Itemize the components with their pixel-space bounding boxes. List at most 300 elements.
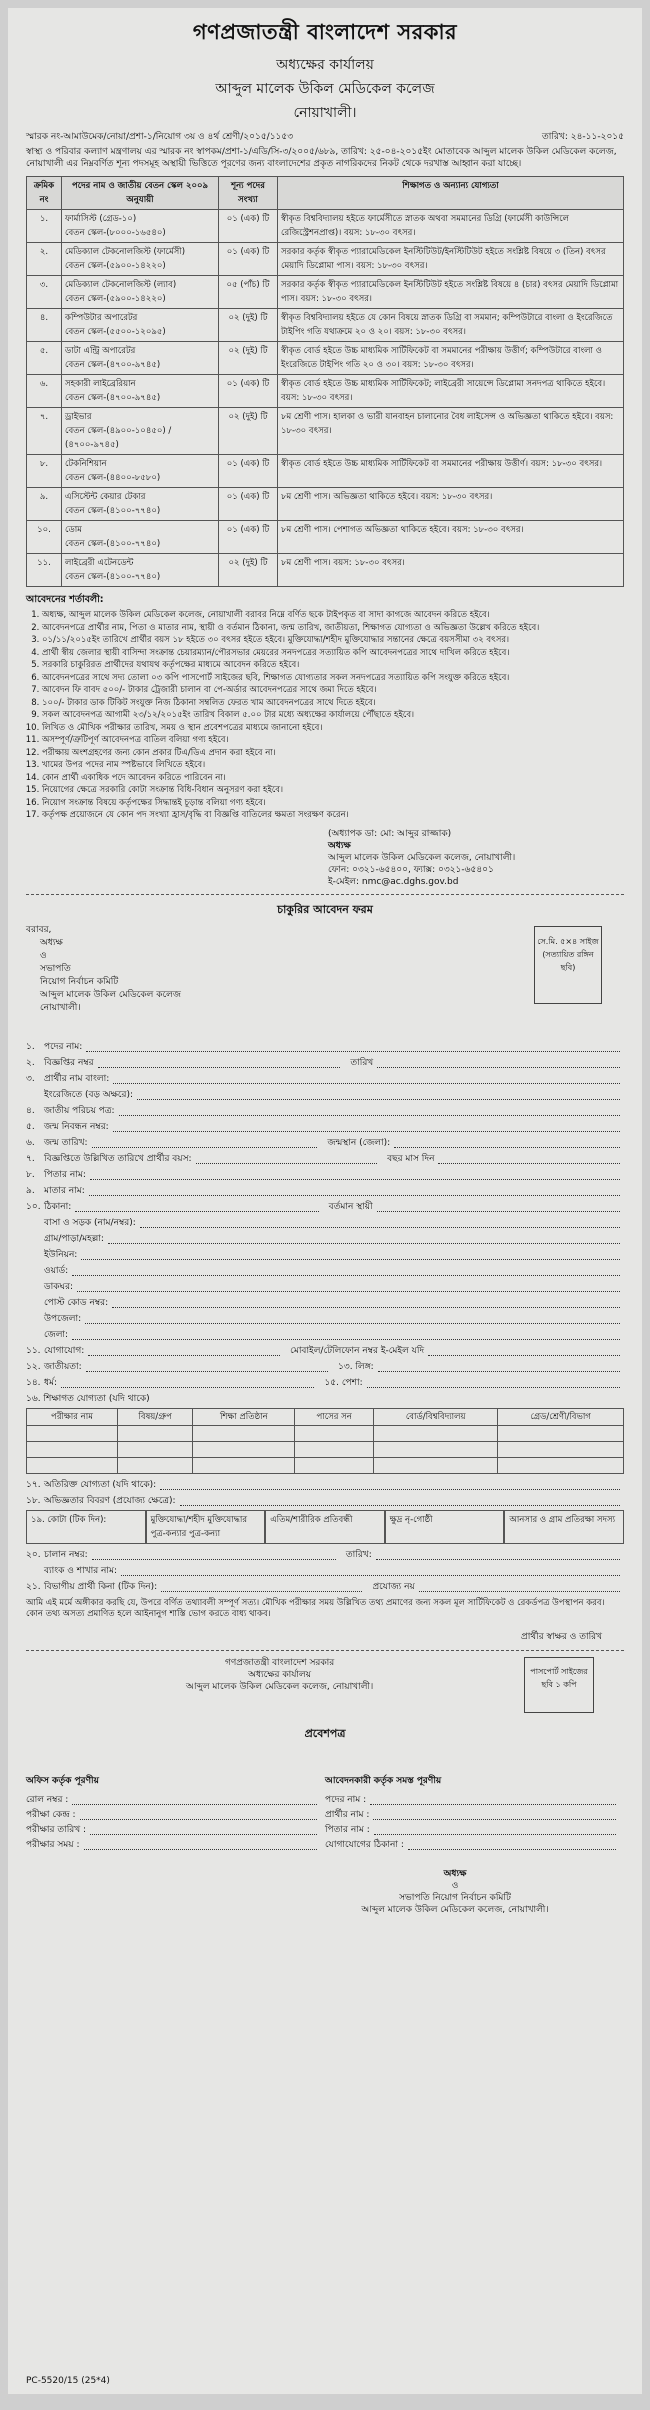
field-side-label: তারিখ:	[345, 1549, 372, 1560]
post-cell	[62, 521, 219, 554]
signature-phone: ফোন: ০৩২১-৬৫৪০০, ফ্যাক্স: ০৩২১-৬৫৪০১	[328, 864, 494, 875]
field-blank-line	[377, 1210, 620, 1212]
count-cell: ০২ (দুই) টি	[219, 554, 278, 587]
field-blank-line	[438, 1162, 620, 1164]
field-label: চালান নম্বর:	[44, 1549, 88, 1560]
admit-field-row	[325, 1837, 624, 1852]
admit-card-fields	[26, 1773, 624, 1852]
edu-cell	[295, 1425, 374, 1441]
table-row	[27, 210, 624, 243]
form-field-row	[26, 1086, 624, 1102]
edu-cell	[117, 1425, 192, 1441]
post-cell	[62, 488, 219, 521]
admit-field-row	[26, 1837, 325, 1852]
field-label: উপজেলা:	[44, 1313, 82, 1324]
admit-field-row	[26, 1807, 325, 1822]
post-cell	[62, 375, 219, 408]
field-label: পোস্ট কোড নম্বর:	[44, 1297, 109, 1308]
quota-option: এতিম/শারীরিক প্রতিবন্ধী	[265, 1510, 385, 1544]
location-title: নোয়াখালী।	[293, 105, 357, 121]
quota-option: ক্ষুদ্র নৃ-গোষ্ঠী	[385, 1510, 505, 1544]
field-side-label: বছর মাস দিন	[387, 1153, 435, 1164]
serial-cell: ১১.	[27, 554, 62, 587]
form-field-row	[26, 1262, 624, 1278]
form-field-row	[26, 1492, 624, 1508]
form-addressee	[8, 920, 642, 1038]
field-number: ৭.	[26, 1153, 35, 1164]
rule-item: 3. ০১/১১/২০১৫ইং তারিখে প্রার্থীর বয়স ১৮ হইতে ৩০ বৎসর হইতে হইবে। মুক্তিযোদ্ধা/শহীদ মুক্তিযোদ্ধার সন্তানের ক্ষেত্রে বয়সসীমা ৩২ বৎসর।	[42, 635, 624, 647]
form-field-row	[26, 1294, 624, 1310]
field-blank-line	[85, 1322, 620, 1324]
field-blank-line	[196, 1162, 378, 1164]
advertisement-page	[8, 8, 642, 2394]
field-blank-line	[108, 1242, 620, 1244]
posts-table-body	[27, 210, 624, 587]
rule-item: 8. ১০০/- টাকার ডাক টিকিট সংযুক্ত নিজ ঠিকানা সম্বলিত ফেরত খাম আবেদনপত্রের সাথে দিতে হইবে।	[42, 698, 624, 710]
edu-cell	[27, 1457, 118, 1473]
admit-field-line	[370, 1804, 616, 1805]
office-fill-heading: অফিস কর্তৃক পূরণীয়	[26, 1775, 99, 1786]
serial-cell: ৫.	[27, 342, 62, 375]
field-blank-line	[377, 1066, 620, 1068]
form-field-row	[26, 1546, 624, 1562]
edu-cell	[27, 1425, 118, 1441]
field-blank-line	[92, 1146, 318, 1148]
field-label: ইউনিয়ন:	[44, 1249, 78, 1260]
addressee-line: বরাবর,	[26, 924, 52, 935]
count-cell: ০৫ (পাঁচ) টি	[219, 276, 278, 309]
rule-item: 15. নিয়োগের ক্ষেত্রে সরকারি কোটা সংক্রান্ত বিধি-বিধান অনুসরণ করা হইবে।	[42, 785, 624, 797]
field-side-label: মোবাইল/টেলিফোন নম্বর ই-মেইল যদি	[290, 1345, 425, 1356]
form-field-row	[26, 1578, 624, 1594]
field-blank-line	[180, 1504, 620, 1506]
edu-header-cell: পাসের সন	[295, 1408, 374, 1425]
form-field-row	[26, 1198, 624, 1214]
admit-field-line	[90, 1834, 317, 1835]
admit-field-row	[325, 1822, 624, 1837]
form-field-row	[26, 1134, 624, 1150]
admit-field-row	[325, 1792, 624, 1807]
addressee-line: নিয়োগ নির্বাচন কমিটি	[40, 976, 119, 987]
quota-option: ১৯. কোটা (টিক দিন):	[26, 1510, 146, 1544]
edu-cell	[498, 1425, 624, 1441]
edu-cell	[498, 1457, 624, 1473]
addressee-line: আব্দুল মালেক উকিল মেডিকেল কলেজ	[40, 989, 181, 1000]
post-scale: বেতন স্কেল-(৫৯০০-১৪২২০)	[65, 261, 166, 271]
post-cell	[62, 554, 219, 587]
field-label: মাতার নাম:	[44, 1185, 85, 1196]
signature-title: অধ্যক্ষ	[328, 840, 351, 851]
post-scale: বেতন স্কেল-(৫৫০০-১২০৯৫)	[65, 327, 166, 337]
committee-sign-line: সভাপতি নিয়োগ নির্বাচন কমিটি	[399, 1892, 511, 1903]
education-table	[26, 1408, 624, 1474]
admit-field-line	[374, 1834, 616, 1835]
field-blank-line	[86, 1050, 620, 1052]
form-field-row	[26, 1102, 624, 1118]
rule-item: 11. অসম্পূর্ণ/ত্রুটিপূর্ণ আবেদনপত্র বাতিল বলিয়া গণ্য হইবে।	[42, 735, 624, 747]
table-row	[27, 554, 624, 587]
edu-cell	[193, 1457, 295, 1473]
rule-item: 5. সরকারি চাকুরিরত প্রার্থীদের যথাযথ কর্তৃপক্ষের মাধ্যমে আবেদন করিতে হইবে।	[42, 660, 624, 672]
post-name: ডাটা এন্ট্রি অপারেটর	[65, 346, 136, 356]
edu-cell	[117, 1441, 192, 1457]
field-blank-line	[86, 1370, 328, 1372]
form-field-row	[26, 1118, 624, 1134]
admit-field-row	[26, 1792, 325, 1807]
col-serial: ক্রমিক নং	[27, 177, 62, 210]
table-row	[27, 408, 624, 455]
field-blank-line	[119, 1114, 620, 1116]
field-blank-line	[92, 1558, 336, 1560]
field-label: অতিরিক্ত যোগ্যতা (যদি থাকে):	[44, 1479, 157, 1490]
edu-cell	[193, 1425, 295, 1441]
addressee-line: ও	[40, 950, 47, 961]
post-name: মেডিক্যাল টেকনোলজিস্ট (ল্যাব)	[65, 280, 177, 290]
memo-line	[8, 125, 642, 144]
memo-ref: স্মারক নং-আমাউমেক/নোয়া/প্রশা-১/নিয়োগ ৩য় ও ৪র্থ শ্রেণী/২০১৫/১১৫৩	[26, 132, 294, 142]
signature-college: আব্দুল মালেক উকিল মেডিকেল কলেজ, নোয়াখালী।	[328, 852, 516, 863]
field-number: ৫.	[26, 1121, 35, 1132]
committee-sign-line: অধ্যক্ষ	[443, 1868, 467, 1879]
addressee-line: সভাপতি	[40, 963, 71, 974]
addressee-line: অধ্যক্ষ	[40, 937, 63, 948]
field-blank-line	[89, 1194, 620, 1196]
count-cell: ০২ (দুই) টি	[219, 342, 278, 375]
office-fill-fields	[26, 1792, 325, 1852]
committee-signature	[268, 1868, 642, 1916]
field-blank-line	[112, 1306, 620, 1308]
field-blank-line	[77, 1290, 620, 1292]
form-field-row	[26, 1214, 624, 1230]
post-name: সহকারী লাইব্রেরিয়ান	[65, 379, 136, 389]
post-cell	[62, 243, 219, 276]
edu-cell	[295, 1457, 374, 1473]
office-fill-column	[26, 1773, 325, 1852]
post-cell	[62, 342, 219, 375]
form-field-row	[26, 1562, 624, 1578]
field-label: গ্রাম/পাড়া/মহল্লা:	[44, 1233, 104, 1244]
form-field-row	[26, 1166, 624, 1182]
field-label: পদের নাম:	[44, 1041, 83, 1052]
qualification-cell: ৮ম শ্রেণী পাস। অভিজ্ঞতা থাকিতে হইবে। বয়স: ১৮-৩০ বৎসর।	[278, 488, 624, 521]
field-blank-line	[61, 1386, 314, 1388]
field-label: জন্ম নিবন্ধন নম্বর:	[44, 1121, 109, 1132]
field-label: জন্ম তারিখ:	[44, 1137, 88, 1148]
edu-cell	[374, 1441, 498, 1457]
edu-row	[27, 1441, 624, 1457]
form-title: চাকুরির আবেদন ফরম	[277, 902, 373, 916]
form-field-row	[26, 1358, 624, 1374]
field-blank-line	[72, 1338, 620, 1340]
field-number: ৯.	[26, 1185, 35, 1196]
form-field-row	[26, 1038, 624, 1054]
admit-field-label: রোল নম্বর :	[26, 1794, 69, 1805]
qualification-cell: স্বীকৃত বোর্ড হইতে উচ্চ মাধ্যমিক সার্টিফিকেট বা সমমানের পরীক্ষায় উত্তীর্ণ; কম্পিউটারে বাংলা ও ইংরেজিতে টাইপিং গতি ২০ ও ৩০। বয়স: ১৮-৩০ বৎসর।	[278, 342, 624, 375]
post-name: ড্রাইভার	[65, 412, 92, 422]
field-label: ইংরেজিতে (বড় অক্ষরে):	[44, 1089, 133, 1100]
post-cell	[62, 276, 219, 309]
serial-cell: ১.	[27, 210, 62, 243]
field-number: ১৮.	[26, 1495, 41, 1506]
admit-card-header	[26, 1657, 624, 1767]
admit-field-line	[84, 1849, 318, 1850]
serial-cell: ৯.	[27, 488, 62, 521]
education-table-body	[27, 1425, 624, 1473]
post-name: ডোম	[65, 525, 82, 535]
count-cell: ০১ (এক) টি	[219, 243, 278, 276]
admit-field-row	[26, 1822, 325, 1837]
rule-item: 9. সকল আবেদনপত্র আগামী ২৩/১২/২০১৫ইং তারিখ বিকাল ৫.০০ টার মধ্যে অধ্যক্ষের কার্যালয়ে পৌঁছাতে হইবে।	[42, 710, 624, 722]
field-label: জাতীয় পরিচয় পত্র:	[44, 1105, 115, 1116]
admit-org-line: গণপ্রজাতন্ত্রী বাংলাদেশ সরকার	[224, 1657, 335, 1668]
field-number: ২.	[26, 1057, 35, 1068]
rule-item: 14. কোন প্রার্থী একাধিক পদে আবেদন করিতে পারিবেন না।	[42, 773, 624, 785]
form-field-row	[26, 1246, 624, 1262]
admit-field-line	[80, 1819, 317, 1820]
form-fields-extra	[8, 1476, 642, 1508]
admit-photo-box: পাসপোর্ট সাইজের ছবি ১ কপি	[524, 1657, 594, 1713]
applicant-signature: প্রার্থীর স্বাক্ষর ও তারিখ	[520, 1631, 602, 1642]
admit-org-line: অধ্যক্ষের কার্যালয়	[248, 1669, 312, 1680]
field-label: জেলা:	[44, 1329, 69, 1340]
field-label: বিজ্ঞপ্তির নম্বর	[44, 1057, 94, 1068]
table-row	[27, 488, 624, 521]
col-qualification: শিক্ষাগত ও অন্যান্য যোগ্যতা	[278, 177, 624, 210]
field-blank-line	[160, 1488, 620, 1490]
form-field-row	[26, 1476, 624, 1492]
field-label: বাসা ও সড়ক (নাম/নম্বর):	[44, 1217, 136, 1228]
count-cell: ০১ (এক) টি	[219, 521, 278, 554]
count-cell: ০২ (দুই) টি	[219, 408, 278, 455]
header	[8, 8, 642, 125]
qualification-cell: ৮ম শ্রেণী পাস। পেশাগত অভিজ্ঞতা থাকিতে হইবে। বয়স: ১৮-৩০ বৎসর।	[278, 521, 624, 554]
qualification-cell: ৮ম শ্রেণী পাস। হালকা ও ভারী যানবাহন চালানোর বৈধ লাইসেন্স ও অভিজ্ঞতা থাকিতে হইবে। বয়স: ১৮-৩০ বৎসর।	[278, 408, 624, 455]
field-number: ৮.	[26, 1169, 35, 1180]
post-scale: বেতন স্কেল-(৪৭০০-৯৭৪৫)	[65, 393, 161, 403]
qualification-cell: সরকার কর্তৃক স্বীকৃত প্যারামেডিকেল ইনস্টিটিউট/ইনস্টিটিউট হইতে সংশ্লিষ্ট বিষয়ে ৩ (তিন) বৎসর মেয়াদি ডিপ্লোমা পাস। বয়স: ১৮-৩০ বৎসর।	[278, 243, 624, 276]
field-label: ওয়ার্ড:	[44, 1265, 69, 1276]
admit-field-label: পরীক্ষা কেন্দ্র :	[26, 1809, 76, 1820]
serial-cell: ৪.	[27, 309, 62, 342]
form-fields-final	[8, 1546, 642, 1594]
edu-header-cell: বিষয়/গ্রুপ	[117, 1408, 192, 1425]
edu-title-row	[26, 1390, 624, 1406]
field-blank-line	[161, 1590, 362, 1592]
field-label: প্রার্থীর নাম বাংলা:	[44, 1073, 110, 1084]
field-label: পিতার নাম:	[44, 1169, 86, 1180]
edu-cell	[374, 1457, 498, 1473]
field-blank-line	[394, 1146, 620, 1148]
field-side-label: বর্তমান স্থায়ী	[328, 1201, 373, 1212]
table-row	[27, 455, 624, 488]
college-title: আব্দুল মালেক উকিল মেডিকেল কলেজ	[215, 81, 435, 97]
addressee-line: নোয়াখালী।	[40, 1002, 81, 1013]
rule-item: 7. আবেদন ফি বাবদ ৫০০/- টাকার ট্রেজারী চালান বা পে-অর্ডার আবেদনপত্রের সাথে জমা দিতে হইবে।	[42, 685, 624, 697]
form-field-row	[26, 1278, 624, 1294]
post-name: এসিস্টেন্ট কেয়ার টেকার	[65, 492, 146, 502]
field-label: যোগাযোগ:	[44, 1345, 85, 1356]
field-number: ২০.	[26, 1549, 41, 1560]
admit-field-label: পরীক্ষার তারিখ :	[26, 1824, 87, 1835]
edu-row	[27, 1425, 624, 1441]
footer-code: PC-5520/15 (25*4)	[26, 2376, 110, 2386]
serial-cell: ৬.	[27, 375, 62, 408]
divider	[26, 894, 624, 895]
post-cell	[62, 455, 219, 488]
post-scale: বেতন স্কেল-(৪৪০০-৮৫৮০)	[65, 473, 161, 483]
field-blank-line	[75, 1210, 318, 1212]
field-label: ধর্ম:	[44, 1377, 58, 1388]
count-cell: ০২ (দুই) টি	[219, 309, 278, 342]
admit-field-label: পিতার নাম :	[325, 1824, 370, 1835]
field-number: ৬.	[26, 1137, 35, 1148]
serial-cell: ২.	[27, 243, 62, 276]
form-field-row	[26, 1310, 624, 1326]
form-fields	[8, 1038, 642, 1390]
field-blank-line	[419, 1590, 620, 1592]
count-cell: ০১ (এক) টি	[219, 375, 278, 408]
posts-table	[26, 176, 624, 587]
post-name: লাইব্রেরী এটেনডেন্ট	[65, 558, 134, 568]
field-blank-line	[72, 1274, 620, 1276]
field-number: ১০.	[26, 1201, 41, 1212]
serial-cell: ১০.	[27, 521, 62, 554]
edu-row	[27, 1457, 624, 1473]
form-field-row	[26, 1326, 624, 1342]
admit-field-line	[408, 1849, 616, 1850]
field-blank-line	[81, 1258, 620, 1260]
admit-field-label: প্রার্থীর নাম :	[325, 1809, 370, 1820]
form-field-row	[26, 1182, 624, 1198]
qualification-cell: ৮ম শ্রেণী পাস। বয়স: ১৮-৩০ বৎসর।	[278, 554, 624, 587]
table-row	[27, 276, 624, 309]
committee-sign-line: ও	[451, 1880, 459, 1891]
field-number: ১৭.	[26, 1479, 41, 1490]
form-field-row	[26, 1054, 624, 1070]
rule-item: 10. লিখিত ও মৌখিক পরীক্ষার তারিখ, সময় ও স্থান প্রবেশপত্রের মাধ্যমে জানানো হইবে।	[42, 723, 624, 735]
edu-cell	[193, 1441, 295, 1457]
applicant-fill-column	[325, 1773, 624, 1852]
count-cell: ০১ (এক) টি	[219, 210, 278, 243]
edu-cell	[295, 1441, 374, 1457]
posts-table-header	[27, 177, 624, 210]
form-field-row	[26, 1070, 624, 1086]
table-row	[27, 243, 624, 276]
admit-field-line	[373, 1819, 616, 1820]
post-scale: বেতন স্কেল-(৪১০০-৭৭৪০)	[65, 572, 161, 582]
col-count: শূন্য পদের সংখ্যা	[219, 177, 278, 210]
rules-list	[8, 610, 642, 822]
declaration: আমি এই মর্মে অঙ্গীকার করছি যে, উপরে বর্ণিত তথ্যাবলী সম্পূর্ণ সত্য। মৌখিক পরীক্ষার সময় উল্লিখিত তথ্য প্রমাণের জন্য সকল মূল সার্টিফিকেট ও রেকর্ডপত্র উপস্থাপন করব। কোন তথ্য অসত্য প্রমাণিত হলে আইনানুগ শাস্তি ভোগ করতে বাধ্য থাকব।	[26, 1597, 605, 1619]
form-field-row	[26, 1150, 624, 1166]
qualification-cell: স্বীকৃত বোর্ড হইতে উচ্চ মাধ্যমিক সার্টিফিকেট বা সমমানের পরীক্ষায় উত্তীর্ণ। বয়স: ১৮-৩০ বৎসর।	[278, 455, 624, 488]
field-label: ব্যাংক ও শাখার নাম:	[44, 1565, 118, 1576]
table-row	[27, 521, 624, 554]
edu-header-cell: পরীক্ষার নাম	[27, 1408, 118, 1425]
field-side-label: তারিখ	[350, 1057, 374, 1068]
form-field-row	[26, 1374, 624, 1390]
qualification-cell: স্বীকৃত বিশ্ববিদ্যালয় হইতে ফার্মেসীতে স্নাতক অথবা সমমানের ডিগ্রি (ফার্মেসী কাউন্সিলে রেজিস্ট্রেশনপ্রাপ্ত)। বয়স: ১৮-৩০ বৎসর।	[278, 210, 624, 243]
table-row	[27, 375, 624, 408]
post-cell	[62, 309, 219, 342]
admit-field-line	[72, 1804, 317, 1805]
rule-item: 13. খামের উপর পদের নাম স্পষ্টভাবে লিখিতে হইবে।	[42, 760, 624, 772]
field-blank-line	[378, 1370, 620, 1372]
field-blank-line	[113, 1082, 620, 1084]
signature-email: ই-মেইল: nmc@ac.dghs.gov.bd	[328, 876, 459, 887]
rule-item: 12. পরীক্ষায় অংশগ্রহণের জন্য কোন প্রকার টিএ/ডিএ প্রদান করা হইবে না।	[42, 748, 624, 760]
admit-field-label: যোগাযোগের ঠিকানা :	[325, 1839, 404, 1850]
post-name: কম্পিউটার অপারেটর	[65, 313, 138, 323]
intro-paragraph: স্বাস্থ্য ও পরিবার কল্যাণ মন্ত্রণালয় এর স্মারক নং স্বাপকম/প্রশা-১/এডি/সি-৩/২০০৫/৬৮৯, তারিখ: ২৫-০৪-২০১৫ইং মোতাবেক আব্দুল মালেক উকিল মেডিকেল কলেজ, নোয়াখালী এর নিম্নবর্ণিত শূন্য পদসমূহ অস্থায়ী ভিত্তিতে পূরণের জন্য বাংলাদেশের প্রকৃত নাগরিকদের নিকট থেকে দরখাস্ত আহ্বান করা যাচ্ছে।	[26, 147, 617, 169]
edu-header-cell: গ্রেড/শ্রেণী/বিভাগ	[498, 1408, 624, 1425]
col-post: পদের নাম ও জাতীয় বেতন স্কেল ২০০৯ অনুযায়ী	[62, 177, 219, 210]
government-title: গণপ্রজাতন্ত্রী বাংলাদেশ সরকার	[192, 20, 458, 44]
edu-header-cell: বোর্ড/বিশ্ববিদ্যালয়	[374, 1408, 498, 1425]
committee-sign-line: আব্দুল মালেক উকিল মেডিকেল কলেজ, নোয়াখালী।	[361, 1904, 549, 1915]
field-number: ১.	[26, 1041, 35, 1052]
edu-header-cell: শিক্ষা প্রতিষ্ঠান	[193, 1408, 295, 1425]
divider	[26, 1650, 624, 1651]
field-label: ডাকঘর:	[44, 1281, 74, 1292]
office-title: অধ্যক্ষের কার্যালয়	[276, 57, 374, 73]
rule-item: 17. কর্তৃপক্ষ প্রয়োজনে যে কোন পদ সংখ্যা হ্রাস/বৃদ্ধি বা বিজ্ঞপ্তি বাতিলের ক্ষমতা সংরক্ষণ করেন।	[42, 810, 624, 822]
applicant-fill-fields	[325, 1792, 624, 1852]
field-number: ৩.	[26, 1073, 35, 1084]
field-side-label: ১৩. লিঙ্গ:	[338, 1361, 374, 1372]
rule-item: 6. আবেদনপত্রের সাথে সদ্য তোলা ০৩ কপি পাসপোর্ট সাইজের ছবি, শিক্ষাগত যোগ্যতার সকল সনদপত্রের সত্যায়িত কপি সংযুক্ত করিতে হইবে।	[42, 673, 624, 685]
field-blank-line	[376, 1558, 620, 1560]
field-number: ১১.	[26, 1345, 41, 1356]
post-scale: বেতন স্কেল-(৪১০০-৭৭৪০)	[65, 506, 161, 516]
post-name: মেডিক্যাল টেকনোলজিস্ট (ফার্মেসী)	[65, 247, 186, 257]
admit-field-label: পদের নাম :	[325, 1794, 367, 1805]
edu-title: ১৬. শিক্ষাগত যোগ্যতা (যদি থাকে)	[26, 1393, 150, 1404]
qualification-cell: স্বীকৃত বোর্ড হইতে উচ্চ মাধ্যমিক সার্টিফিকেট; লাইব্রেরী সায়েন্সে ডিপ্লোমা সনদপত্র থাকিতে হইবে। বয়স: ১৮-৩০ বৎসর।	[278, 375, 624, 408]
edu-cell	[374, 1425, 498, 1441]
field-label: অভিজ্ঞতার বিবরণ (প্রযোজ্য ক্ষেত্রে):	[44, 1495, 176, 1506]
count-cell: ০১ (এক) টি	[219, 455, 278, 488]
qualification-cell: সরকার কর্তৃক স্বীকৃত প্যারামেডিকেল ইনস্টিটিউট হইতে সংশ্লিষ্ট বিষয়ে ৪ (চার) বৎসর মেয়াদি ডিপ্লোমা পাস। বয়স: ১৮-৩০ বৎসর।	[278, 276, 624, 309]
post-scale: বেতন স্কেল-(৫৯০০-১৪২২০)	[65, 294, 166, 304]
admit-org	[186, 1657, 373, 1693]
field-label: বিজ্ঞপ্তিতে উল্লিখিত তারিখে প্রার্থীর বয়স:	[44, 1153, 192, 1164]
field-blank-line	[137, 1098, 620, 1100]
form-field-row	[26, 1342, 624, 1358]
post-cell	[62, 408, 219, 455]
field-number: ১৪.	[26, 1377, 41, 1388]
rules-title: আবেদনের শর্তাবলী:	[26, 594, 104, 605]
field-blank-line	[428, 1354, 620, 1356]
table-row	[27, 309, 624, 342]
field-blank-line	[140, 1226, 620, 1228]
form-field-row	[26, 1230, 624, 1246]
post-scale: বেতন স্কেল-(৪৯০০-১০৪৫০) / (৪৭০০-৯৭৪৫)	[65, 426, 172, 450]
field-side-label: প্রযোজ্য নয়	[372, 1581, 415, 1592]
serial-cell: ৩.	[27, 276, 62, 309]
applicant-fill-heading: আবেদনকারী কর্তৃক সমস্ত পূরণীয়	[325, 1775, 442, 1786]
field-blank-line	[113, 1130, 620, 1132]
edu-cell	[27, 1441, 118, 1457]
serial-cell: ৭.	[27, 408, 62, 455]
field-blank-line	[121, 1574, 620, 1576]
post-scale: বেতন স্কেল-(৪১০০-৭৭৪০)	[65, 539, 161, 549]
field-blank-line	[88, 1354, 280, 1356]
rule-item: 2. আবেদনপত্রে প্রার্থীর নাম, পিতা ও মাতার নাম, স্থায়ী ও বর্তমান ঠিকানা, জন্ম তারিখ, জাতীয়তা, শিক্ষাগত যোগ্যতা ও অভিজ্ঞতা উল্লেখ করিতে হইবে।	[42, 623, 624, 635]
post-name: ফার্মাসিস্ট (গ্রেড-১০)	[65, 214, 137, 224]
field-blank-line	[90, 1178, 620, 1180]
edu-cell	[498, 1441, 624, 1457]
